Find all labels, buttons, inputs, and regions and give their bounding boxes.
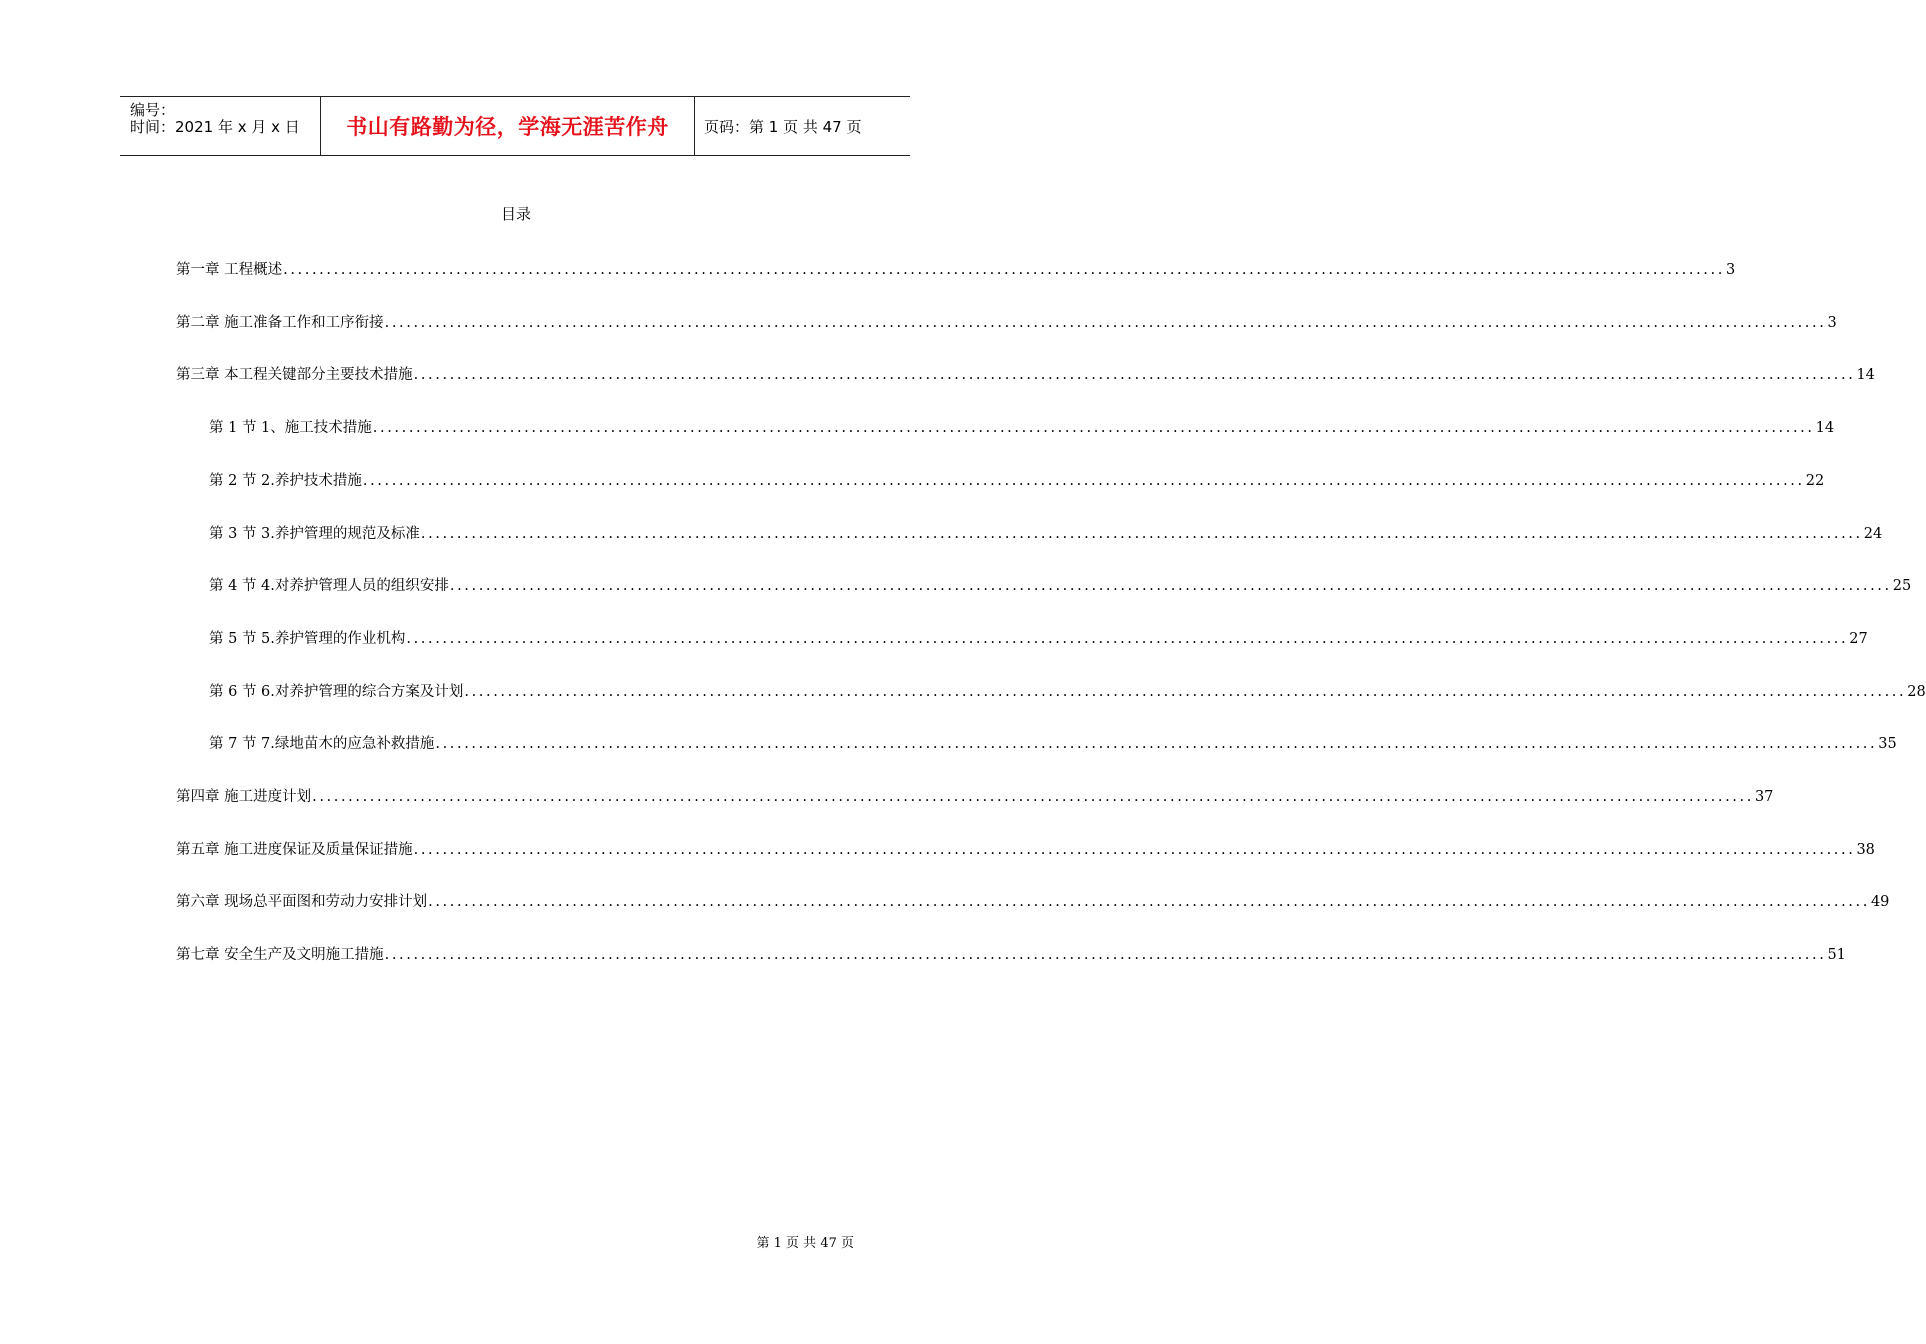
toc-entry[interactable] [209,574,1912,596]
toc-entry[interactable] [209,627,1868,649]
toc-leader-dots: ........................................................................................................................................................................................................ [420,525,1863,542]
toc-entry-label: 第二章 施工准备工作和工序衔接 [176,314,384,331]
toc-leader-dots: ........................................................................................................................................................................................................ [449,578,1892,595]
toc-entry-label: 第四章 施工进度计划 [176,789,312,805]
toc-entry-page: 14 [1815,420,1835,437]
toc-entry-page: 35 [1878,736,1897,753]
toc-entry-label: 第 6 节 6.对养护管理的综合方案及计划 [209,683,464,700]
toc-entry[interactable] [176,838,1875,860]
serial-number-label: 编号： [130,101,176,119]
toc-entry[interactable] [209,522,1883,544]
toc-leader-dots: ........................................................................................................................................................................................................ [413,841,1856,858]
toc-entry[interactable] [209,416,1835,438]
toc-entry-label: 第 2 节 2.养护技术措施 [209,472,362,489]
toc-entry[interactable] [209,469,1825,491]
toc-entry[interactable] [176,363,1875,385]
header-page-info: 页码：第 1 页 共 47 页 [704,117,862,136]
toc-entry[interactable] [176,311,1837,333]
toc-entry[interactable] [176,785,1774,807]
page-footer: 第 1 页 共 47 页 [756,1236,854,1251]
toc-entry-page: 14 [1856,367,1875,384]
toc-entry[interactable] [209,680,1926,702]
toc-entry-page: 37 [1754,789,1774,805]
toc-leader-dots: ........................................................................................................................................................................................................ [384,314,1827,331]
toc-entry-page: 28 [1907,683,1926,700]
toc-entry-page: 27 [1849,630,1868,647]
toc-entry-label: 第 1 节 1、施工技术措施 [209,420,372,437]
toc-entry-label: 第六章 现场总平面图和劳动力安排计划 [176,894,428,911]
toc-entry-label: 第七章 安全生产及文明施工措施 [176,947,384,964]
toc-entry[interactable] [176,943,1846,965]
time-label: 时间：2021 年 x 月 x 日 [130,118,300,136]
toc-entry-page: 25 [1892,578,1912,595]
toc-entry-page: 49 [1870,894,1890,911]
toc-leader-dots: ........................................................................................................................................................................................................ [362,472,1805,489]
toc-entry-label: 第五章 施工进度保证及质量保证措施 [176,841,413,858]
toc-leader-dots: ........................................................................................................................................................................................................ [413,367,1856,384]
toc-leader-dots: ........................................................................................................................................................................................................ [435,736,1878,753]
toc-entry-page: 3 [1827,314,1837,331]
toc-entry-label: 第 5 节 5.养护管理的作业机构 [209,630,406,647]
toc-entry-label: 第一章 工程概述 [176,262,283,278]
toc-entry-page: 3 [1725,262,1736,278]
toc-leader-dots: ........................................................................................................................................................................................................ [384,947,1827,964]
header-motto: 书山有路勤为径，学海无涯苦作舟 [321,97,695,155]
toc-leader-dots: ........................................................................................................................................................................................................ [428,894,1870,911]
header-meta-cell [120,97,321,155]
toc-entry[interactable] [176,258,1736,280]
toc-leader-dots: ........................................................................................................................................................................................................ [312,789,1754,805]
page-header [120,96,910,156]
toc-entry-label: 第 7 节 7.绿地苗木的应急补救措施 [209,736,435,753]
toc-leader-dots: ........................................................................................................................................................................................................ [406,630,1849,647]
toc-entry-label: 第 3 节 3.养护管理的规范及标准 [209,525,420,542]
toc-entry-page: 38 [1856,841,1875,858]
toc-entry-page: 51 [1827,947,1846,964]
toc-leader-dots: ........................................................................................................................................................................................................ [464,683,1907,700]
toc-leader-dots: ........................................................................................................................................................................................................ [372,420,1815,437]
toc-entry-label: 第 4 节 4.对养护管理人员的组织安排 [209,578,449,595]
toc-entry[interactable] [209,732,1897,754]
toc-entry-page: 24 [1863,525,1883,542]
toc-entry-page: 22 [1805,472,1825,489]
toc-entry-label: 第三章 本工程关键部分主要技术措施 [176,367,413,384]
toc-title: 目录 [500,205,531,223]
toc-leader-dots: ........................................................................................................................................................................................................ [283,262,1725,278]
toc-entry[interactable] [176,890,1890,912]
